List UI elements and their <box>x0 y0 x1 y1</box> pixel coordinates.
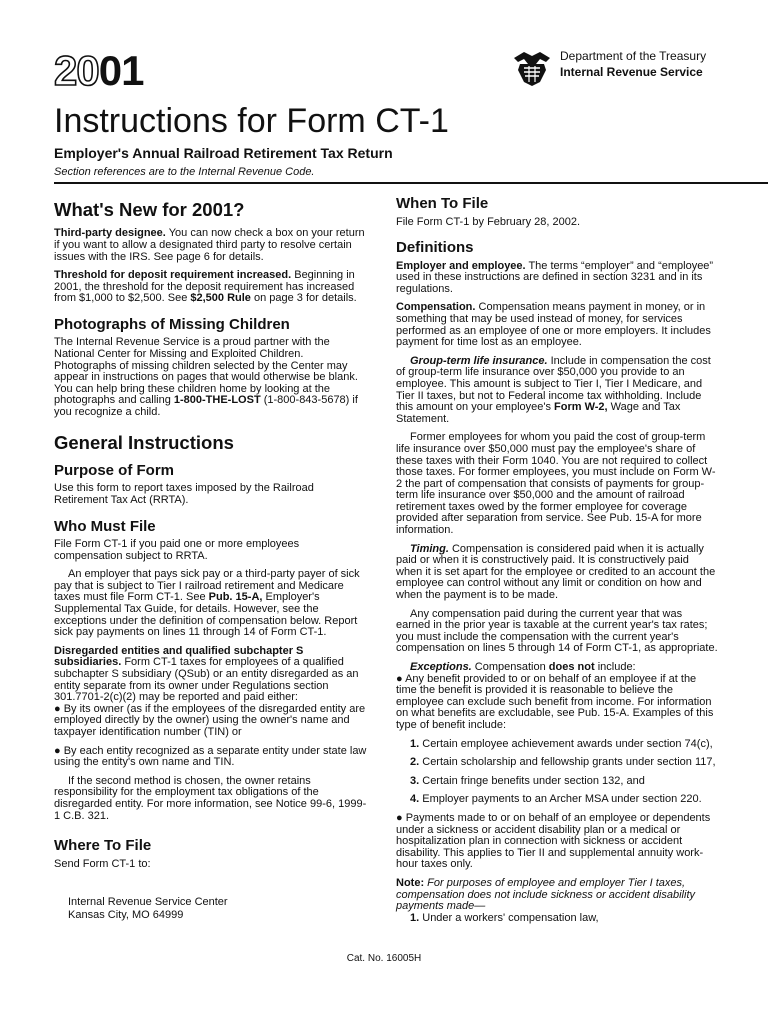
header-divider <box>54 182 768 184</box>
when-to-file-paragraph: File Form CT-1 by February 28, 2002. <box>396 215 581 228</box>
who-must-file-heading: Who Must File <box>54 517 156 535</box>
catalog-number: Cat. No. 16005H <box>346 953 422 964</box>
list-item: 1. Certain employee achievement awards under section 74(c), <box>410 737 713 750</box>
who-must-file-paragraph: File Form CT-1 if you paid one or more employees compensation subject to RRTA. <box>54 538 300 562</box>
purpose-paragraph: Use this form to report taxes imposed by the Railroad Retirement Tax Act (RRTA). <box>54 482 314 506</box>
group-term-paragraph: Group-term life insurance. Include in compensation the cost of group-term life insurance over $50,000 you provide to an employee. This amount is subject to Tier I, Tier I Medicare, and Tier II taxes, but not to Federal income tax withholding. Include this amount on your employee's Form W-2, Wage and Tax Statement. <box>396 354 711 425</box>
irs-eagle-icon <box>510 48 554 88</box>
agency-irs: Internal Revenue Service <box>560 65 703 79</box>
right-column <box>396 196 718 931</box>
list-item: 3. Certain fringe benefits under section 132, and <box>410 774 645 787</box>
section-reference-note: Section references are to the Internal Revenue Code. <box>54 166 315 178</box>
disregarded-entities-paragraph: Disregarded entities and qualified subchapter S subsidiaries. Form CT-1 taxes for employees of a qualified subchapter S subsidiary (QSub) or an entity disregarded as an entity separate from its owner under Regulations section 301.7701-2(c)(2) may be reported and paid either: <box>54 644 359 704</box>
address-line: Internal Revenue Service Center <box>68 896 228 909</box>
photos-paragraph: The Internal Revenue Service is a proud partner with the National Center for Missing and Exploited Children. Photographs of missing children selected by the Center may appear in instructions on pages that would otherwise be blank. You can help bring these children home by looking at the photographs and calling 1-800-THE-LOST (1-800-843-5678) if you recognize a child. <box>54 336 358 418</box>
purpose-heading: Purpose of Form <box>54 461 175 479</box>
exceptions-paragraph: Exceptions. Compensation does not include: <box>410 661 636 673</box>
third-party-paragraph: Third-party designee. You can now check a box on your return if you want to allow a designated third party to resolve certain issues with the IRS. See page 6 for details. <box>54 227 365 263</box>
page-title: Instructions for Form CT-1 <box>54 102 449 140</box>
list-item: ● Any benefit provided to or on behalf of an employee if at the time the benefit is provided it is reasonable to believe the employee can exclude such benefit from income. For information on what benefits are excludable, see Pub. 15-A. Examples of this type of benefit include: <box>396 672 714 731</box>
page-subtitle: Employer's Annual Railroad Retirement Tax Return <box>54 145 393 161</box>
agency-block <box>510 48 706 88</box>
compensation-paragraph: Compensation. Compensation means payment in money, or in something that may be used instead of money, for services performed as an employee of one or more employers. It includes payment for time lost as an employee. <box>396 301 711 349</box>
year-solid: 01 <box>98 47 144 94</box>
where-to-file-heading: Where To File <box>54 837 152 855</box>
year-outline: 20 <box>54 47 99 94</box>
timing-paragraph: Timing. Compensation is considered paid when it is actually paid or when it is constructively paid. It is constructively paid when it is set apart for the employee or credited to an account the employee can control without any limit or condition on how and when the payment is to be made. <box>396 542 716 602</box>
list-item: 4. Employer payments to an Archer MSA under section 220. <box>410 793 702 806</box>
sick-pay-paragraph: An employer that pays sick pay or a third-party payer of sick pay that is subject to Tier I railroad retirement and Medicare taxes must file Form CT-1. See Pub. 15-A, Employer's Supplemental Tax Guide, for details. However, see the exceptions under the definition of compensation below. Report sick pay payments on lines 11 through 14 of Form CT-1. <box>54 568 360 639</box>
photos-heading: Photographs of Missing Children <box>54 315 290 333</box>
employer-employee-paragraph: Employer and employee. The terms “employer” and “employee” used in these instructions are defined in section 3231 and in its regulations. <box>396 259 714 295</box>
agency-department: Department of the Treasury <box>560 49 707 63</box>
list-item: 2. Certain scholarship and fellowship grants under section 117, <box>410 756 716 769</box>
address-line: Kansas City, MO 64999 <box>68 909 184 922</box>
where-to-file-paragraph: Send Form CT-1 to: <box>54 857 151 870</box>
left-column <box>54 196 368 922</box>
general-instructions-heading: General Instructions <box>54 431 234 453</box>
whats-new-heading: What's New for 2001? <box>54 199 245 220</box>
second-method-paragraph: If the second method is chosen, the owner retains responsibility for the employment tax obligations of the disregarded entity. For more information, see Notice 99-6, 1999-1 C.B. 321. <box>54 774 367 822</box>
mailing-address <box>68 896 368 922</box>
list-item: ● Payments made to or on behalf of an employee or dependents under a sickness or accident disability plan or a medical or hospitalization plan in connection with sickness or accident disability. This applies to Tier II and supplemental annuity work-hour taxes only. <box>396 811 711 871</box>
former-employees-paragraph: Former employees for whom you paid the cost of group-term life insurance over $50,000 must pay the employee's share of these taxes with their Form 1040. You are not required to collect those taxes. For former employees, you must include on Form W-2 the part of compensation that consists of payments for group-term life insurance over $50,000 and the amount of railroad retirement taxes owed by the former employee for coverage provided after separation from service. See Pub. 15-A for more information. <box>396 431 716 537</box>
threshold-paragraph: Threshold for deposit requirement increased. Beginning in 2001, the threshold for the deposit requirement has increased from $1,000 to $2,500. See $2,500 Rule on page 3 for details. <box>54 269 357 305</box>
definitions-heading: Definitions <box>396 239 474 257</box>
note-paragraph: Note: For purposes of employee and employer Tier I taxes, compensation does not include sickness or accident disability payments made— <box>396 876 695 913</box>
tax-year <box>54 47 144 94</box>
list-item: ● By its owner (as if the employees of the disregarded entity are employed directly by the owner) using the owner's name and taxpayer identification number (TIN) or <box>54 702 366 738</box>
list-item: ● By each entity recognized as a separate entity under state law using the entity's own name and TIN. <box>54 744 367 769</box>
prior-year-paragraph: Any compensation paid during the current year that was earned in the prior year is taxable at the current year's tax rates; you must include the compensation with the current year's compensation on lines 5 through 14 of Form CT-1, as appropriate. <box>396 607 718 655</box>
when-to-file-heading: When To File <box>396 195 489 212</box>
list-item: 1. Under a workers' compensation law, <box>410 911 599 924</box>
